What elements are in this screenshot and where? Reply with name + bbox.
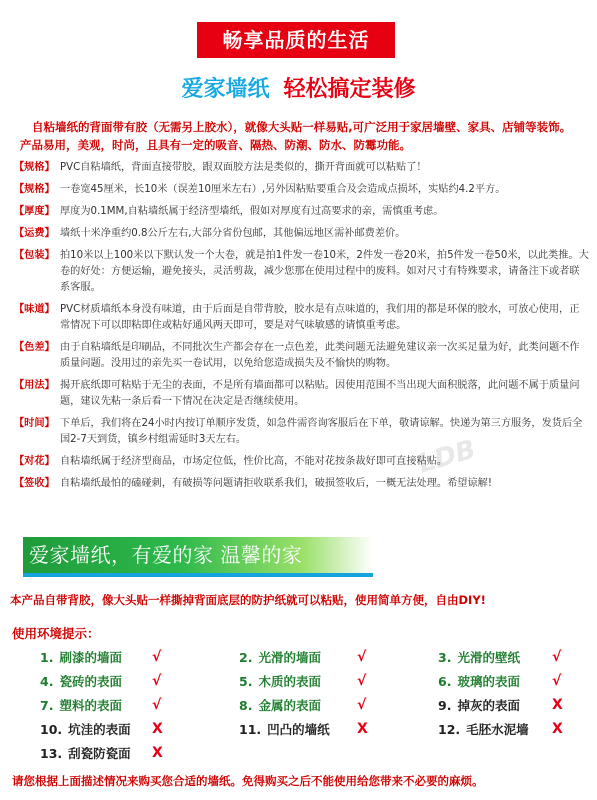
cross-icon: X [152, 745, 163, 761]
headline [0, 72, 597, 103]
env-num: 7. [40, 697, 54, 713]
env-item [40, 672, 162, 690]
env-label: 毛胚水泥墙 [466, 722, 529, 737]
env-num: 10. [40, 721, 63, 737]
check-icon: √ [357, 673, 367, 689]
env-num: 3. [438, 649, 452, 665]
green-banner [23, 537, 373, 577]
spec-text: 由于自粘墙纸是印刷品，不同批次生产都会存在一点色差，此类问题无法避免建议亲一次买足量为好，此类问题不作质量问题。没用过的亲先买一卷试用，以免给您造成损失及不愉快的购物。 [60, 342, 580, 369]
env-num: 6. [438, 673, 452, 689]
spec-list [14, 160, 589, 498]
cross-icon: X [357, 721, 368, 737]
spec-row [14, 160, 589, 176]
self-adhesive-note: 本产品自带背胶，像大头贴一样撕掉背面底层的防护纸就可以粘贴，使用简单方便，自由DIY! [10, 593, 486, 607]
spec-text: 揭开底纸即可粘贴于无尘的表面，不是所有墙面都可以粘贴。因使用范围不当出现大面积脱落，此问题不属于质量问题，建议先粘一条后看一下情况在决定是否继续使用。 [60, 380, 580, 407]
top-banner: 畅享品质的生活 [197, 22, 395, 58]
env-item [239, 720, 368, 738]
check-icon: √ [152, 649, 162, 665]
spec-tag: 【规格】 [14, 184, 55, 195]
spec-tag: 【色差】 [14, 342, 55, 353]
spec-tag: 【用法】 [14, 380, 55, 391]
brand-name: 爱家墙纸 [181, 77, 270, 102]
env-label: 瓷砖的表面 [59, 674, 122, 689]
env-item [40, 744, 163, 762]
spec-row [14, 340, 589, 372]
spec-text: 拍10米以上100米以下默认发一个大卷，就是拍1件发一卷10米，2件发一卷20米，拍5件发一卷50米，以此类推。大卷的好处：方便运输，避免接头，灵活剪裁，减少您那在使用过程中的废料。如对尺寸有特殊要求，请备注下或者联系客服。 [60, 250, 589, 293]
spec-row [14, 454, 589, 470]
cross-icon: X [552, 697, 563, 713]
check-icon: √ [552, 673, 562, 689]
env-label: 坑洼的表面 [68, 722, 131, 737]
env-label: 玻璃的表面 [457, 674, 520, 689]
env-label: 光滑的壁纸 [457, 650, 520, 665]
env-label: 刮瓷防瓷面 [68, 746, 131, 761]
env-num: 2. [239, 649, 253, 665]
spec-tag: 【味道】 [14, 304, 55, 315]
spec-row [14, 204, 589, 220]
spec-text: 下单后，我们将在24小时内按订单顺序发货，如急件需咨询客服后在下单，敬请谅解。快递为第三方服务，发货后全国2-7天到货，镇乡村组需延时3天左右。 [60, 418, 583, 445]
spec-text: 自粘墙纸最怕的磕碰刺，有破损等问题请拒收联系我们，破损签收后，一概无法处理。希望谅解! [60, 478, 492, 489]
spec-tag: 【签收】 [14, 478, 55, 489]
spec-row [14, 226, 589, 242]
watermark: LDB [414, 434, 479, 480]
spec-row [14, 476, 589, 492]
env-item [239, 696, 367, 714]
green-banner-text: 爱家墙纸，有爱的家 温馨的家 [29, 543, 303, 567]
env-item [40, 720, 163, 738]
env-label: 凹凸的墙纸 [267, 722, 330, 737]
env-num: 12. [438, 721, 461, 737]
spec-tag: 【规格】 [14, 162, 55, 173]
check-icon: √ [357, 697, 367, 713]
env-item [438, 672, 562, 690]
env-num: 9. [438, 697, 452, 713]
spec-text: PVC材质墙纸本身没有味道，由于后面是自带背胶，胶水是有点味道的，我们用的都是环保的胶水，可放心使用，正常情况下可以即粘即住或粘好通风两天即可，要是对气味敏感的请慎重考虑。 [60, 304, 580, 331]
spec-tag: 【运费】 [14, 228, 55, 239]
env-num: 4. [40, 673, 54, 689]
env-label: 金属的表面 [258, 698, 321, 713]
cross-icon: X [552, 721, 563, 737]
check-icon: √ [552, 649, 562, 665]
spec-tag: 【时间】 [14, 418, 55, 429]
env-label: 光滑的墙面 [258, 650, 321, 665]
spec-tag: 【包装】 [14, 250, 55, 261]
spec-row [14, 416, 589, 448]
spec-row [14, 182, 589, 198]
check-icon: √ [152, 673, 162, 689]
env-num: 8. [239, 697, 253, 713]
check-icon: √ [152, 697, 162, 713]
spec-text: PVC自粘墙纸，背面直接带胶，跟双面胶方法是类似的，撕开背面就可以粘贴了！ [60, 162, 427, 173]
spec-text: 一卷宽45厘米，长10米（误差10厘米左右）,另外因粘贴要重合及会造成点损坏，实贴约4.2平方。 [60, 184, 506, 195]
spec-row [14, 302, 589, 334]
spec-tag: 【对花】 [14, 456, 55, 467]
env-label: 塑料的表面 [59, 698, 122, 713]
env-item [239, 648, 367, 666]
check-icon: √ [357, 649, 367, 665]
env-item [40, 648, 162, 666]
env-item [438, 696, 563, 714]
slogan: 轻松搞定装修 [283, 77, 416, 102]
spec-row [14, 248, 589, 296]
spec-row [14, 378, 589, 410]
env-num: 1. [40, 649, 54, 665]
env-num: 11. [239, 721, 262, 737]
env-label: 掉灰的表面 [457, 698, 520, 713]
env-title: 使用环境提示： [12, 626, 100, 641]
env-num: 13. [40, 745, 63, 761]
env-item [40, 696, 162, 714]
footer-note: 请您根据上面描述情况来购买您合适的墙纸。免得购买之后不能使用给您带来不必要的麻烦。 [12, 774, 484, 788]
spec-text: 厚度为0.1MM,自粘墙纸属于经济型墙纸，假如对厚度有过高要求的亲，需慎重考虑。 [60, 206, 444, 217]
intro-text: 自粘墙纸的背面带有胶（无需另上胶水），就像大头贴一样易贴,可广泛用于家居墙壁、家具、店铺等装饰。产品易用，美观，时尚，且具有一定的吸音、隔热、防潮、防水、防霉功能。 [20, 120, 572, 152]
env-item [438, 720, 563, 738]
cross-icon: X [152, 721, 163, 737]
env-label: 木质的表面 [258, 674, 321, 689]
spec-text: 墙纸十米净重约0.8公斤左右,大部分省份包邮，其他偏远地区需补邮费差价。 [60, 228, 406, 239]
env-item [438, 648, 562, 666]
env-num: 5. [239, 673, 253, 689]
env-label: 刷漆的墙面 [59, 650, 122, 665]
spec-text: 自粘墙纸属于经济型商品，市场定位低，性价比高，不能对花按条裁好即可直接粘贴。 [60, 456, 448, 467]
env-item [239, 672, 367, 690]
spec-tag: 【厚度】 [14, 206, 55, 217]
